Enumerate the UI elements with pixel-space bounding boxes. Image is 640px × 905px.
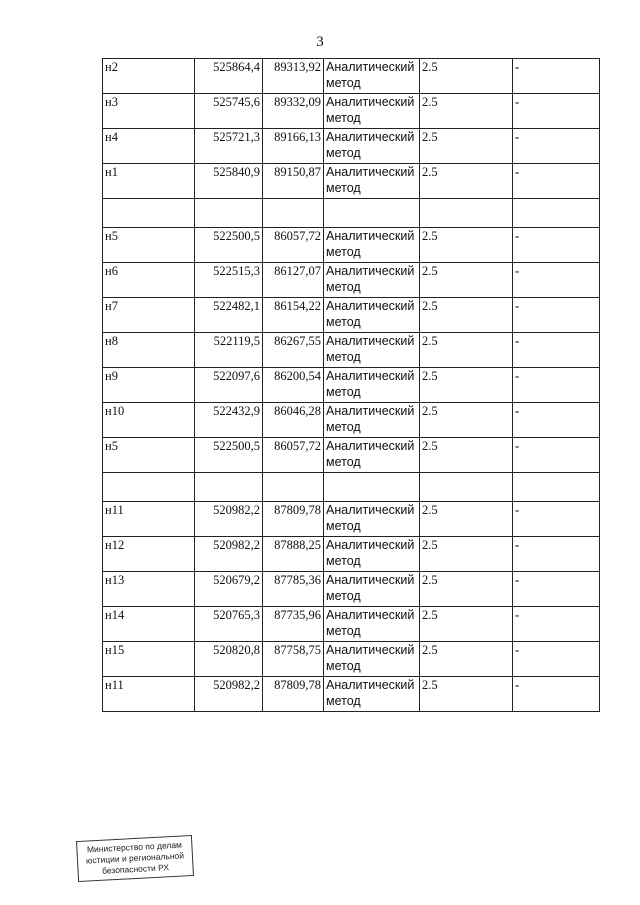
- accuracy-cell: 2.5: [420, 59, 513, 94]
- method-cell: Аналитический метод: [324, 438, 420, 473]
- note-cell: -: [513, 164, 600, 199]
- stamp-line-3: безопасности РХ: [101, 862, 170, 876]
- table-row: [103, 228, 600, 263]
- accuracy-cell: 2.5: [420, 438, 513, 473]
- note-cell: -: [513, 333, 600, 368]
- y-coordinate-cell: 86127,07: [263, 263, 324, 298]
- accuracy-cell: 2.5: [420, 642, 513, 677]
- x-coordinate-cell: 525745,6: [195, 94, 263, 129]
- note-cell: -: [513, 368, 600, 403]
- note-cell: -: [513, 537, 600, 572]
- method-cell: Аналитический метод: [324, 677, 420, 712]
- table-row: [103, 164, 600, 199]
- x-coordinate-cell: [195, 199, 263, 228]
- y-coordinate-cell: 87735,96: [263, 607, 324, 642]
- y-coordinate-cell: 86200,54: [263, 368, 324, 403]
- note-cell: -: [513, 59, 600, 94]
- note-cell: -: [513, 94, 600, 129]
- table-row: [103, 537, 600, 572]
- method-cell: Аналитический метод: [324, 298, 420, 333]
- method-cell: Аналитический метод: [324, 607, 420, 642]
- x-coordinate-cell: 522482,1: [195, 298, 263, 333]
- stamp-line-2: юстиции и региональной: [85, 850, 185, 866]
- method-cell: Аналитический метод: [324, 403, 420, 438]
- method-cell: Аналитический метод: [324, 59, 420, 94]
- accuracy-cell: 2.5: [420, 129, 513, 164]
- table-row: [103, 502, 600, 537]
- note-cell: -: [513, 263, 600, 298]
- y-coordinate-cell: 87809,78: [263, 677, 324, 712]
- table-row: [103, 438, 600, 473]
- stamp-line-1: Министерство по делам: [86, 839, 183, 855]
- y-coordinate-cell: [263, 199, 324, 228]
- y-coordinate-cell: 89150,87: [263, 164, 324, 199]
- note-cell: -: [513, 642, 600, 677]
- table-row: [103, 59, 600, 94]
- accuracy-cell: 2.5: [420, 263, 513, 298]
- point-cell: [103, 199, 195, 228]
- x-coordinate-cell: 522500,5: [195, 438, 263, 473]
- accuracy-cell: 2.5: [420, 164, 513, 199]
- coordinates-table-body: [103, 59, 600, 712]
- y-coordinate-cell: 87809,78: [263, 502, 324, 537]
- accuracy-cell: 2.5: [420, 502, 513, 537]
- method-cell: [324, 199, 420, 228]
- table-row: [103, 607, 600, 642]
- note-cell: -: [513, 129, 600, 164]
- method-cell: Аналитический метод: [324, 228, 420, 263]
- accuracy-cell: 2.5: [420, 677, 513, 712]
- note-cell: [513, 199, 600, 228]
- x-coordinate-cell: 520820,8: [195, 642, 263, 677]
- method-cell: Аналитический метод: [324, 164, 420, 199]
- method-cell: Аналитический метод: [324, 642, 420, 677]
- point-cell: н10: [103, 403, 195, 438]
- accuracy-cell: 2.5: [420, 333, 513, 368]
- x-coordinate-cell: 522097,6: [195, 368, 263, 403]
- x-coordinate-cell: 522119,5: [195, 333, 263, 368]
- note-cell: -: [513, 502, 600, 537]
- x-coordinate-cell: 525721,3: [195, 129, 263, 164]
- y-coordinate-cell: 86046,28: [263, 403, 324, 438]
- table-row: [103, 263, 600, 298]
- table-row: [103, 473, 600, 502]
- table-row: [103, 572, 600, 607]
- y-coordinate-cell: 87785,36: [263, 572, 324, 607]
- point-cell: н4: [103, 129, 195, 164]
- table-row: [103, 677, 600, 712]
- y-coordinate-cell: 89313,92: [263, 59, 324, 94]
- x-coordinate-cell: 525840,9: [195, 164, 263, 199]
- x-coordinate-cell: 520765,3: [195, 607, 263, 642]
- method-cell: Аналитический метод: [324, 94, 420, 129]
- point-cell: н5: [103, 228, 195, 263]
- y-coordinate-cell: 86267,55: [263, 333, 324, 368]
- point-cell: н11: [103, 502, 195, 537]
- y-coordinate-cell: 86154,22: [263, 298, 324, 333]
- point-cell: н3: [103, 94, 195, 129]
- table-row: [103, 333, 600, 368]
- note-cell: [513, 473, 600, 502]
- table-row: [103, 298, 600, 333]
- x-coordinate-cell: [195, 473, 263, 502]
- method-cell: Аналитический метод: [324, 502, 420, 537]
- accuracy-cell: 2.5: [420, 607, 513, 642]
- point-cell: н7: [103, 298, 195, 333]
- note-cell: -: [513, 677, 600, 712]
- x-coordinate-cell: 522432,9: [195, 403, 263, 438]
- accuracy-cell: 2.5: [420, 228, 513, 263]
- point-cell: н11: [103, 677, 195, 712]
- point-cell: н1: [103, 164, 195, 199]
- table-row: [103, 368, 600, 403]
- point-cell: н15: [103, 642, 195, 677]
- note-cell: -: [513, 572, 600, 607]
- y-coordinate-cell: 87758,75: [263, 642, 324, 677]
- accuracy-cell: 2.5: [420, 403, 513, 438]
- page-number: 3: [316, 34, 324, 50]
- method-cell: Аналитический метод: [324, 537, 420, 572]
- y-coordinate-cell: 89332,09: [263, 94, 324, 129]
- table-row: [103, 403, 600, 438]
- table-row: [103, 642, 600, 677]
- point-cell: н13: [103, 572, 195, 607]
- point-cell: н9: [103, 368, 195, 403]
- accuracy-cell: 2.5: [420, 537, 513, 572]
- accuracy-cell: 2.5: [420, 368, 513, 403]
- point-cell: н8: [103, 333, 195, 368]
- method-cell: Аналитический метод: [324, 129, 420, 164]
- y-coordinate-cell: 87888,25: [263, 537, 324, 572]
- x-coordinate-cell: 520982,2: [195, 537, 263, 572]
- ministry-stamp: [76, 835, 194, 882]
- y-coordinate-cell: [263, 473, 324, 502]
- table-row: [103, 94, 600, 129]
- accuracy-cell: 2.5: [420, 572, 513, 607]
- x-coordinate-cell: 520679,2: [195, 572, 263, 607]
- point-cell: н14: [103, 607, 195, 642]
- y-coordinate-cell: 86057,72: [263, 228, 324, 263]
- note-cell: -: [513, 607, 600, 642]
- accuracy-cell: [420, 473, 513, 502]
- y-coordinate-cell: 86057,72: [263, 438, 324, 473]
- accuracy-cell: 2.5: [420, 94, 513, 129]
- method-cell: [324, 473, 420, 502]
- method-cell: Аналитический метод: [324, 368, 420, 403]
- point-cell: н6: [103, 263, 195, 298]
- coordinates-table: [102, 58, 600, 712]
- note-cell: -: [513, 298, 600, 333]
- method-cell: Аналитический метод: [324, 572, 420, 607]
- table-row: [103, 199, 600, 228]
- accuracy-cell: 2.5: [420, 298, 513, 333]
- x-coordinate-cell: 522500,5: [195, 228, 263, 263]
- table-row: [103, 129, 600, 164]
- x-coordinate-cell: 520982,2: [195, 502, 263, 537]
- note-cell: -: [513, 228, 600, 263]
- point-cell: н2: [103, 59, 195, 94]
- point-cell: [103, 473, 195, 502]
- method-cell: Аналитический метод: [324, 333, 420, 368]
- x-coordinate-cell: 525864,4: [195, 59, 263, 94]
- note-cell: -: [513, 403, 600, 438]
- point-cell: н5: [103, 438, 195, 473]
- note-cell: -: [513, 438, 600, 473]
- accuracy-cell: [420, 199, 513, 228]
- x-coordinate-cell: 522515,3: [195, 263, 263, 298]
- method-cell: Аналитический метод: [324, 263, 420, 298]
- x-coordinate-cell: 520982,2: [195, 677, 263, 712]
- y-coordinate-cell: 89166,13: [263, 129, 324, 164]
- point-cell: н12: [103, 537, 195, 572]
